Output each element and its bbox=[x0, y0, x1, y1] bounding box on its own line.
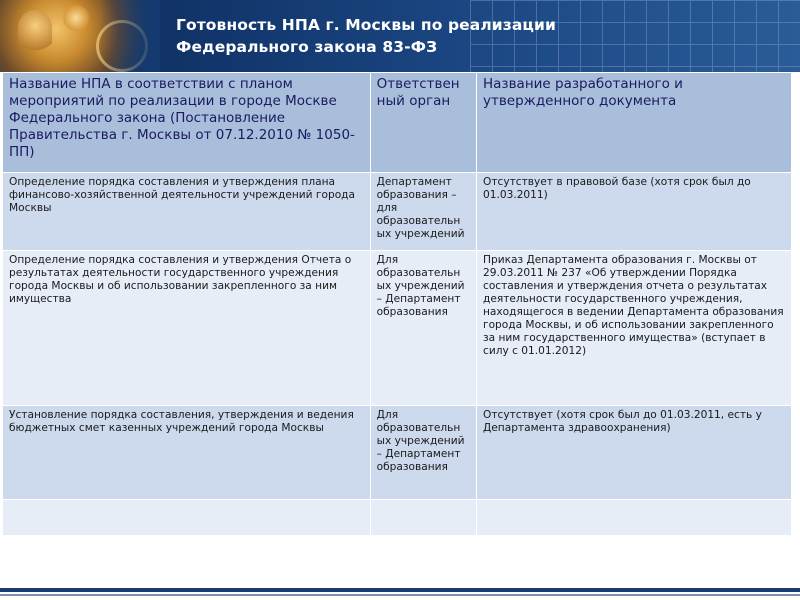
npa-table-container bbox=[2, 72, 792, 536]
header-document-name: Название разработанного и утвержденного документа bbox=[477, 73, 792, 173]
cell-npa-name: Установление порядка составления, утверждения и ведения бюджетных смет казенных учреждений города Москвы bbox=[3, 406, 371, 500]
banner-photo bbox=[0, 0, 160, 72]
header-responsible-organ: Ответствен ный орган bbox=[370, 73, 476, 173]
cell-document: Приказ Департамента образования г. Москвы от 29.03.2011 № 237 «Об утверждении Порядка составления и утверждения отчета о результатах деятельности государственного учреждения, находящегося в ведении Департамента образования города Москвы, и об использовании закрепленного за ним государственного имущества» (вступает в силу с 01.01.2012) bbox=[477, 251, 792, 406]
npa-table bbox=[2, 72, 792, 536]
table-row bbox=[3, 173, 792, 251]
cell-document: Отсутствует в правовой базе (хотя срок был до 01.03.2011) bbox=[477, 173, 792, 251]
footer-rule-thin bbox=[0, 594, 800, 596]
cell-npa-name: Определение порядка составления и утверждения плана финансово-хозяйственной деятельности учреждений города Москвы bbox=[3, 173, 371, 251]
cell-organ bbox=[370, 500, 476, 536]
header-banner bbox=[0, 0, 800, 72]
table-row bbox=[3, 406, 792, 500]
table-row bbox=[3, 500, 792, 536]
page-title-line2: Федерального закона 83-ФЗ bbox=[176, 38, 438, 56]
cell-npa-name bbox=[3, 500, 371, 536]
page-title-line1: Готовность НПА г. Москвы по реализации bbox=[176, 16, 556, 34]
table-row bbox=[3, 251, 792, 406]
cell-organ: Для образовательн ых учреждений – Департамент образования bbox=[370, 406, 476, 500]
cell-organ: Для образовательн ых учреждений – Департамент образования bbox=[370, 251, 476, 406]
table-header-row bbox=[3, 73, 792, 173]
cell-document: Отсутствует (хотя срок был до 01.03.2011, есть у Департамента здравоохранения) bbox=[477, 406, 792, 500]
header-npa-name: Название НПА в соответствии с планом мероприятий по реализации в городе Москве Федерального закона (Постановление Правительства г. Москвы от 07.12.2010 № 1050-ПП) bbox=[3, 73, 371, 173]
cell-document bbox=[477, 500, 792, 536]
footer-rule bbox=[0, 588, 800, 592]
cell-organ: Департамент образования – для образовательн ых учреждений bbox=[370, 173, 476, 251]
page-title bbox=[176, 14, 556, 58]
cell-npa-name: Определение порядка составления и утверждения Отчета о результатах деятельности государственного учреждения города Москвы и об использовании закрепленного за ним имущества bbox=[3, 251, 371, 406]
